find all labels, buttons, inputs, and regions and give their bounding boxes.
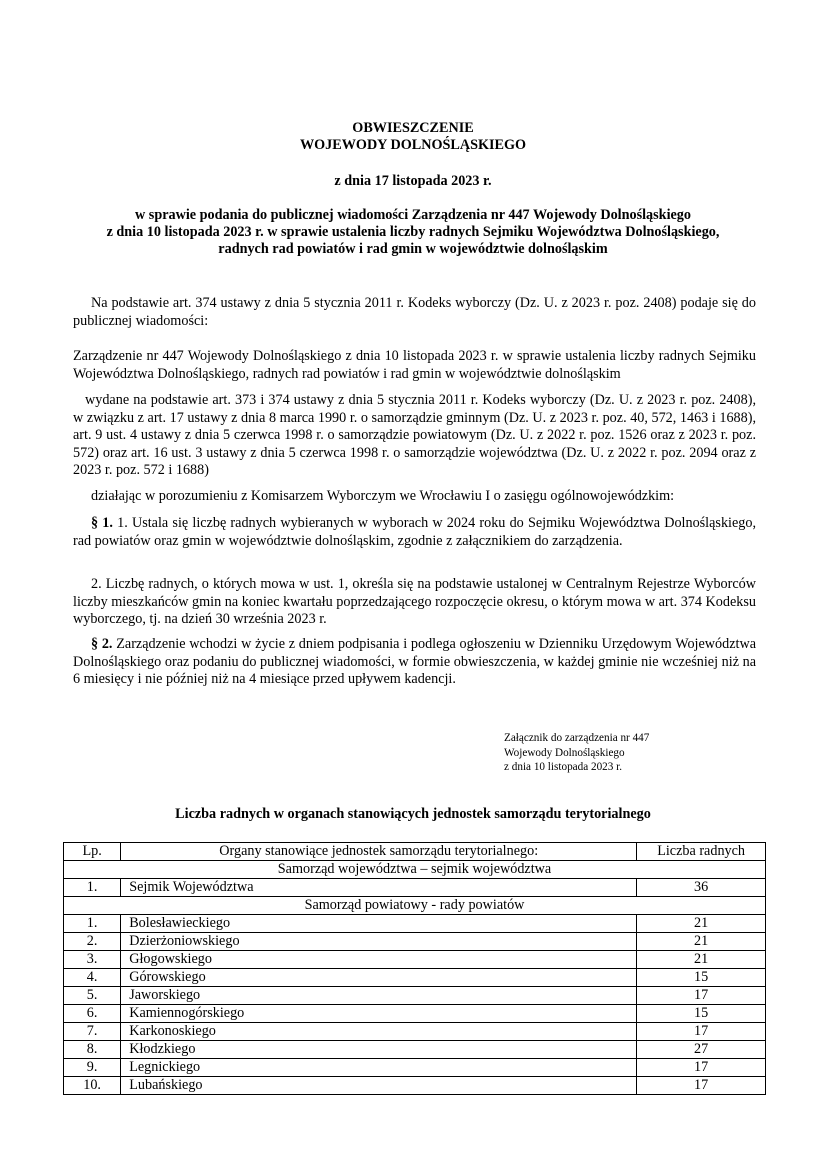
section-row-voivodeship — [64, 861, 766, 879]
row-name: Kamiennogórskiego — [121, 1005, 637, 1023]
paragraph-agreement-text: działając w porozumieniu z Komisarzem Wyborczym we Wrocławiu I o zasięgu ogólnowojewódzkim: — [91, 488, 675, 504]
table-row — [64, 1077, 766, 1095]
row-name: Głogowskiego — [121, 951, 637, 969]
paragraph-legal-basis — [73, 295, 756, 330]
row-name: Legnickiego — [121, 1059, 637, 1077]
table-header-row — [64, 843, 766, 861]
councillors-table — [63, 842, 766, 1095]
header-lp: Lp. — [64, 843, 121, 861]
row-count: 17 — [637, 1077, 766, 1095]
row-count: 27 — [637, 1041, 766, 1059]
row-lp: 5. — [64, 987, 121, 1005]
doc-subject-line3: radnych rad powiatów i rad gmin w województwie dolnośląskim — [218, 241, 608, 257]
section-1-text: 1. Ustala się liczbę radnych wybieranych w wyborach w 2024 roku do Sejmiku Województwa Dolnośląskiego, rad powiatów oraz gmin w województwie dolnośląskim, zgodnie z załącznikiem do zarządzenia. — [73, 515, 757, 549]
paragraph-ordinance-title-text: Zarządzenie nr 447 Wojewody Dolnośląskiego z dnia 10 listopada 2023 r. w sprawie ustalenia liczby radnych Sejmiku Województwa Dolnośląskiego, radnych rad powiatów i rad gmin w województwie dolnośląskim — [73, 348, 756, 382]
row-lp: 6. — [64, 1005, 121, 1023]
row-lp: 9. — [64, 1059, 121, 1077]
section-2-paragraph — [73, 636, 756, 689]
table-row — [64, 969, 766, 987]
doc-subject-line2: z dnia 10 listopada 2023 r. w sprawie ustalenia liczby radnych Sejmiku Województwa Dolnośląskiego, — [106, 224, 720, 240]
paragraph-issued-basis-text: wydane na podstawie art. 373 i 374 ustawy z dnia 5 stycznia 2011 r. Kodeks wyborczy (Dz. U. z 2023 r. poz. 2408), w związku z art. 17 ustawy z dnia 8 marca 1990 r. o samorządzie gminnym (Dz. U. z 2023 r. poz. 40, 572, 1463 i 1688), art. 9 ust. 4 ustawy z dnia 5 czerwca 1998 r. o samorządzie powiatowym (Dz. U. z 2022 r. poz. 1526 oraz z 2023 r. poz. 572) oraz art. 16 ust. 3 ustawy z dnia 5 czerwca 1998 r. o samorządzie województwa (Dz. U. z 2022 r. poz. 2094 oraz z 2023 r. poz. 572 i 1688) — [73, 392, 756, 478]
table-title: Liczba radnych w organach stanowiących jednostek samorządu terytorialnego — [175, 806, 651, 822]
annex-note-line1: Załącznik do zarządzenia nr 447 — [504, 732, 650, 744]
paragraph-legal-basis-text: Na podstawie art. 374 ustawy z dnia 5 stycznia 2011 r. Kodeks wyborczy (Dz. U. z 2023 r. poz. 2408) podaje się do publicznej wiadomości: — [73, 295, 756, 329]
row-name: Sejmik Województwa — [121, 879, 637, 897]
section-2-text: Zarządzenie wchodzi w życie z dniem podpisania i podlega ogłoszeniu w Dzienniku Urzędowym Województwa Dolnośląskiego oraz podaniu do publicznej wiadomości, w formie obwieszczenia, w każdej gminie nie wcześniej niż na 6 miesięcy i nie później niż na 4 miesiące przed upływem kadencji. — [73, 636, 757, 687]
paragraph-issued-basis — [73, 392, 756, 480]
table-row — [64, 1005, 766, 1023]
annex-note-line3: z dnia 10 listopada 2023 r. — [504, 761, 623, 773]
row-name: Bolesławieckiego — [121, 915, 637, 933]
annex-note — [504, 731, 649, 775]
row-count: 17 — [637, 1059, 766, 1077]
table-row — [64, 987, 766, 1005]
row-count: 21 — [637, 951, 766, 969]
table-row — [64, 879, 766, 897]
row-lp: 8. — [64, 1041, 121, 1059]
section-2-label: § 2. — [91, 636, 113, 652]
table-row — [64, 1041, 766, 1059]
row-name: Lubańskiego — [121, 1077, 637, 1095]
doc-title — [0, 120, 826, 154]
section-label-voivodeship: Samorząd województwa – sejmik województwa — [64, 861, 766, 879]
table-row — [64, 951, 766, 969]
doc-subject — [0, 207, 826, 258]
row-lp: 1. — [64, 879, 121, 897]
doc-date: z dnia 17 listopada 2023 r. — [334, 173, 492, 189]
section-label-county: Samorząd powiatowy - rady powiatów — [64, 897, 766, 915]
row-lp: 2. — [64, 933, 121, 951]
header-count: Liczba radnych — [637, 843, 766, 861]
row-count: 17 — [637, 987, 766, 1005]
row-count: 15 — [637, 969, 766, 987]
row-count: 17 — [637, 1023, 766, 1041]
row-count: 21 — [637, 933, 766, 951]
header-organ: Organy stanowiące jednostek samorządu terytorialnego: — [121, 843, 637, 861]
paragraph-ordinance-title — [73, 348, 756, 383]
doc-title-line2: WOJEWODY DOLNOŚLĄSKIEGO — [299, 137, 527, 153]
row-name: Kłodzkiego — [121, 1041, 637, 1059]
row-name: Jaworskiego — [121, 987, 637, 1005]
section-1-paragraph-2 — [73, 576, 756, 629]
row-lp: 10. — [64, 1077, 121, 1095]
section-1-label: § 1. — [91, 515, 113, 531]
section-1-paragraph-1 — [73, 515, 756, 550]
row-count: 36 — [637, 879, 766, 897]
row-lp: 3. — [64, 951, 121, 969]
row-lp: 7. — [64, 1023, 121, 1041]
paragraph-agreement — [73, 488, 756, 506]
doc-title-line1: OBWIESZCZENIE — [352, 120, 474, 136]
table-row — [64, 1059, 766, 1077]
section-row-county — [64, 897, 766, 915]
row-name: Dzierżoniowskiego — [121, 933, 637, 951]
row-count: 21 — [637, 915, 766, 933]
row-count: 15 — [637, 1005, 766, 1023]
row-name: Karkonoskiego — [121, 1023, 637, 1041]
section-1-paragraph-2-text: 2. Liczbę radnych, o których mowa w ust. 1, określa się na podstawie ustalonej w Centralnym Rejestrze Wyborców liczby mieszkańców gmin na koniec kwartału poprzedzającego rozpoczęcie okresu, o którym mowa w art. 374 Kodeksu wyborczego, tj. na dzień 30 września 2023 r. — [73, 576, 756, 627]
table-row — [64, 915, 766, 933]
table-row — [64, 1023, 766, 1041]
annex-note-line2: Wojewody Dolnośląskiego — [504, 746, 625, 759]
row-name: Górowskiego — [121, 969, 637, 987]
row-lp: 4. — [64, 969, 121, 987]
table-row — [64, 933, 766, 951]
doc-subject-line1: w sprawie podania do publicznej wiadomości Zarządzenia nr 447 Wojewody Dolnośląskiego — [135, 207, 691, 223]
row-lp: 1. — [64, 915, 121, 933]
